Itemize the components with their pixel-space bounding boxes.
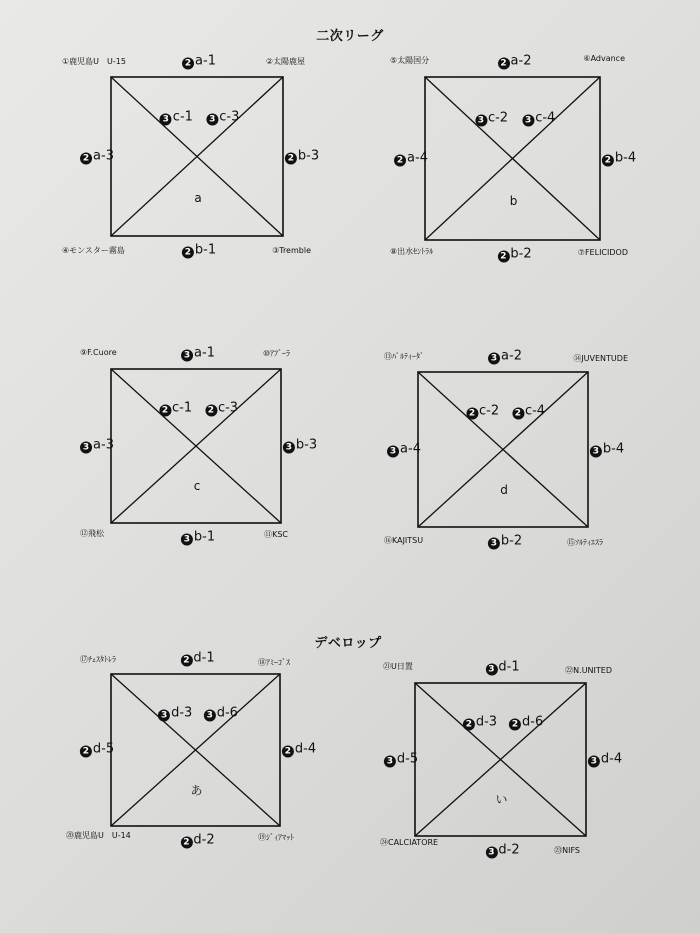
match-bottom-d (488, 535, 522, 550)
match-bottom-b-number-badge: 2 (497, 251, 509, 263)
match-right-b-code: b-4 (614, 150, 637, 165)
match-inner-1-e-code: d-3 (171, 705, 193, 721)
match-bottom-c-number-badge: 3 (181, 534, 193, 546)
match-top-e (180, 652, 214, 667)
match-right-d-code: b-4 (602, 441, 625, 456)
match-top-a (182, 55, 216, 70)
match-right-d (590, 442, 624, 457)
match-left-f-number-badge: 3 (384, 755, 396, 767)
team-top-left-e: ⑰ﾁｪｽﾀﾄﾚﾗ (80, 655, 116, 664)
match-top-f (485, 661, 519, 676)
match-bottom-c-code: b-1 (193, 529, 216, 545)
match-bottom-f-code: d-2 (498, 842, 520, 858)
match-bottom-b (497, 248, 531, 263)
team-top-right-e: ⑱ｱﾐｰｺﾞｽ (258, 658, 290, 667)
match-bottom-d-number-badge: 3 (488, 538, 500, 550)
team-bottom-right-f: ㉓NIFS (554, 846, 580, 855)
match-right-d-number-badge: 3 (590, 445, 602, 457)
match-inner-1-a-code: c-1 (172, 109, 193, 125)
bracket-center-label-f: い (495, 792, 508, 807)
match-inner-2-a (206, 111, 239, 126)
match-left-d (387, 442, 421, 457)
match-left-e-code: d-5 (92, 741, 115, 757)
match-left-d-code: a-4 (400, 441, 421, 456)
bracket-center-label-d: d (500, 482, 508, 497)
match-inner-1-a-number-badge: 3 (160, 114, 172, 126)
match-right-f-code: d-4 (600, 751, 623, 766)
match-bottom-b-code: b-2 (510, 246, 532, 262)
match-top-f-code: d-1 (498, 659, 520, 675)
match-top-c (181, 347, 215, 362)
bracket-center-label-e: あ (190, 783, 203, 798)
bracket-box-b (425, 77, 600, 240)
match-bottom-a-number-badge: 2 (182, 247, 194, 259)
match-left-e (80, 743, 114, 758)
team-top-left-b: ⑤太陽国分 (390, 56, 430, 65)
match-inner-1-a (160, 111, 193, 126)
match-right-f-number-badge: 3 (588, 755, 600, 767)
match-right-b (602, 151, 636, 166)
match-left-a-number-badge: 2 (80, 152, 92, 164)
match-inner-1-f (463, 715, 497, 730)
match-inner-2-a-number-badge: 3 (206, 114, 218, 126)
match-right-e-number-badge: 2 (282, 746, 294, 758)
bracket-center-label-b: b (509, 193, 518, 208)
match-left-c-number-badge: 3 (80, 442, 92, 454)
match-bottom-e-code: d-2 (193, 832, 215, 848)
match-inner-1-e (158, 706, 192, 721)
match-inner-2-e-code: d-6 (216, 705, 238, 721)
match-inner-2-b (522, 112, 555, 127)
match-inner-2-e (204, 706, 238, 721)
match-left-c-code: a-3 (93, 437, 114, 453)
match-inner-2-c (205, 402, 238, 417)
match-inner-2-f (509, 715, 543, 730)
match-right-c-number-badge: 3 (283, 442, 295, 454)
match-top-e-code: d-1 (193, 650, 215, 666)
match-left-f-code: d-5 (396, 751, 419, 766)
match-top-b-number-badge: 2 (498, 58, 510, 70)
match-inner-1-f-number-badge: 2 (463, 718, 475, 730)
match-left-f (384, 752, 418, 767)
match-inner-1-e-number-badge: 3 (158, 709, 170, 721)
bracket-center-label-a: a (194, 190, 202, 205)
match-inner-2-a-code: c-3 (219, 109, 240, 125)
match-top-e-number-badge: 2 (180, 655, 192, 667)
heading-develop: デベロップ (314, 636, 382, 651)
match-inner-2-f-number-badge: 2 (509, 718, 521, 730)
team-top-right-d: ⑭JUVENTUDE (573, 354, 628, 363)
match-top-c-code: a-1 (194, 345, 215, 361)
match-right-a-number-badge: 2 (285, 152, 297, 164)
match-top-f-number-badge: 3 (485, 664, 497, 676)
team-bottom-right-e: ⑲ｼﾞｨｱﾏｯﾄ (258, 833, 294, 842)
match-bottom-a-code: b-1 (194, 242, 217, 258)
bracket-box-f (415, 683, 586, 836)
match-inner-2-d (512, 405, 545, 420)
match-inner-1-d-code: c-2 (479, 403, 500, 419)
bracket-lines-e (111, 674, 280, 826)
match-left-c (80, 439, 114, 454)
match-left-b (394, 151, 428, 166)
match-left-d-number-badge: 3 (387, 445, 399, 457)
team-top-left-f: ㉑U日置 (383, 662, 413, 671)
match-inner-1-f-code: d-3 (475, 714, 498, 730)
match-top-c-number-badge: 3 (181, 350, 193, 362)
match-top-a-number-badge: 2 (182, 58, 194, 70)
match-inner-2-b-code: c-4 (535, 110, 556, 126)
match-left-b-code: a-4 (407, 150, 428, 165)
team-top-left-d: ⑬ﾊﾟﾙﾃｨｰﾀﾞ (384, 352, 424, 361)
match-inner-2-f-code: d-6 (522, 714, 544, 730)
match-left-a (80, 149, 114, 164)
team-bottom-left-c: ⑫飛松 (80, 529, 104, 538)
bracket-lines-c (111, 369, 281, 523)
team-top-right-b: ⑥Advance (583, 54, 625, 63)
match-inner-1-c-number-badge: 2 (159, 405, 171, 417)
match-top-b (498, 55, 532, 70)
match-bottom-f (485, 844, 519, 859)
team-bottom-right-d: ⑮ｿﾙﾃｨｴｽﾗ (567, 538, 603, 547)
match-inner-1-c-code: c-1 (172, 400, 193, 416)
heading-league2: 二次リーグ (316, 29, 384, 44)
match-top-b-code: a-2 (510, 53, 532, 69)
match-bottom-d-code: b-2 (500, 533, 523, 549)
team-bottom-left-a: ④モンスター霧島 (62, 246, 125, 255)
match-bottom-e (180, 834, 214, 849)
match-right-c (283, 439, 317, 454)
team-top-right-c: ⑩ｱﾌﾞｰﾗ (262, 349, 290, 358)
team-bottom-left-e: ⑳鹿児島U U-14 (66, 831, 131, 840)
team-bottom-right-c: ⑪KSC (264, 530, 288, 539)
match-top-a-code: a-1 (195, 53, 216, 69)
match-inner-2-d-code: c-4 (524, 403, 546, 419)
team-bottom-right-a: ③Tremble (272, 246, 311, 255)
bracket-center-label-c: c (193, 479, 201, 494)
match-bottom-a (182, 244, 216, 259)
bracket-lines-b (425, 77, 600, 240)
match-bottom-c (181, 531, 215, 546)
match-top-d-number-badge: 3 (488, 353, 500, 365)
match-inner-2-d-number-badge: 2 (512, 408, 524, 420)
match-inner-1-d-number-badge: 2 (466, 408, 478, 420)
team-top-right-a: ②太陽鹿屋 (265, 57, 305, 66)
match-inner-1-b-code: c-2 (487, 110, 509, 126)
bracket-lines-f (415, 683, 586, 836)
match-left-e-number-badge: 2 (80, 746, 92, 758)
team-bottom-left-d: ⑯KAJITSU (384, 536, 424, 545)
team-bottom-right-b: ⑦FELICIDOD (577, 248, 628, 257)
bracket-box-a (111, 77, 283, 236)
match-right-b-number-badge: 2 (602, 154, 614, 166)
bracket-lines-a (111, 77, 283, 236)
match-inner-2-b-number-badge: 3 (522, 115, 534, 127)
bracket-box-e (111, 674, 280, 826)
match-right-f (588, 752, 622, 767)
match-right-e-code: d-4 (294, 741, 317, 757)
team-top-left-a: ①鹿児島U U-15 (62, 57, 126, 66)
match-right-a (285, 149, 319, 164)
match-inner-1-d (466, 405, 499, 420)
match-inner-2-c-code: c-3 (217, 400, 239, 416)
bracket-box-d (418, 372, 588, 527)
match-top-d (488, 350, 522, 365)
team-top-right-f: ㉒N.UNITED (565, 666, 612, 675)
team-bottom-left-f: ㉔CALCIATORE (380, 838, 439, 847)
match-left-a-code: a-3 (93, 148, 114, 163)
bracket-box-c (111, 369, 281, 523)
match-bottom-e-number-badge: 2 (180, 837, 192, 849)
match-inner-2-c-number-badge: 2 (205, 405, 217, 417)
match-top-d-code: a-2 (501, 348, 522, 364)
match-bottom-f-number-badge: 3 (485, 847, 497, 859)
match-right-c-code: b-3 (295, 437, 318, 453)
match-inner-1-c (159, 402, 192, 417)
match-inner-1-b-number-badge: 3 (475, 115, 487, 127)
bracket-lines-d (418, 372, 588, 527)
match-right-a-code: b-3 (297, 148, 320, 163)
team-top-left-c: ⑨F.Cuore (80, 348, 117, 357)
match-inner-1-b (475, 112, 508, 127)
match-left-b-number-badge: 2 (394, 154, 406, 166)
team-bottom-left-b: ⑧出水ｾﾝﾄﾗﾙ (390, 247, 434, 256)
match-right-e (282, 743, 316, 758)
match-inner-2-e-number-badge: 3 (204, 709, 216, 721)
